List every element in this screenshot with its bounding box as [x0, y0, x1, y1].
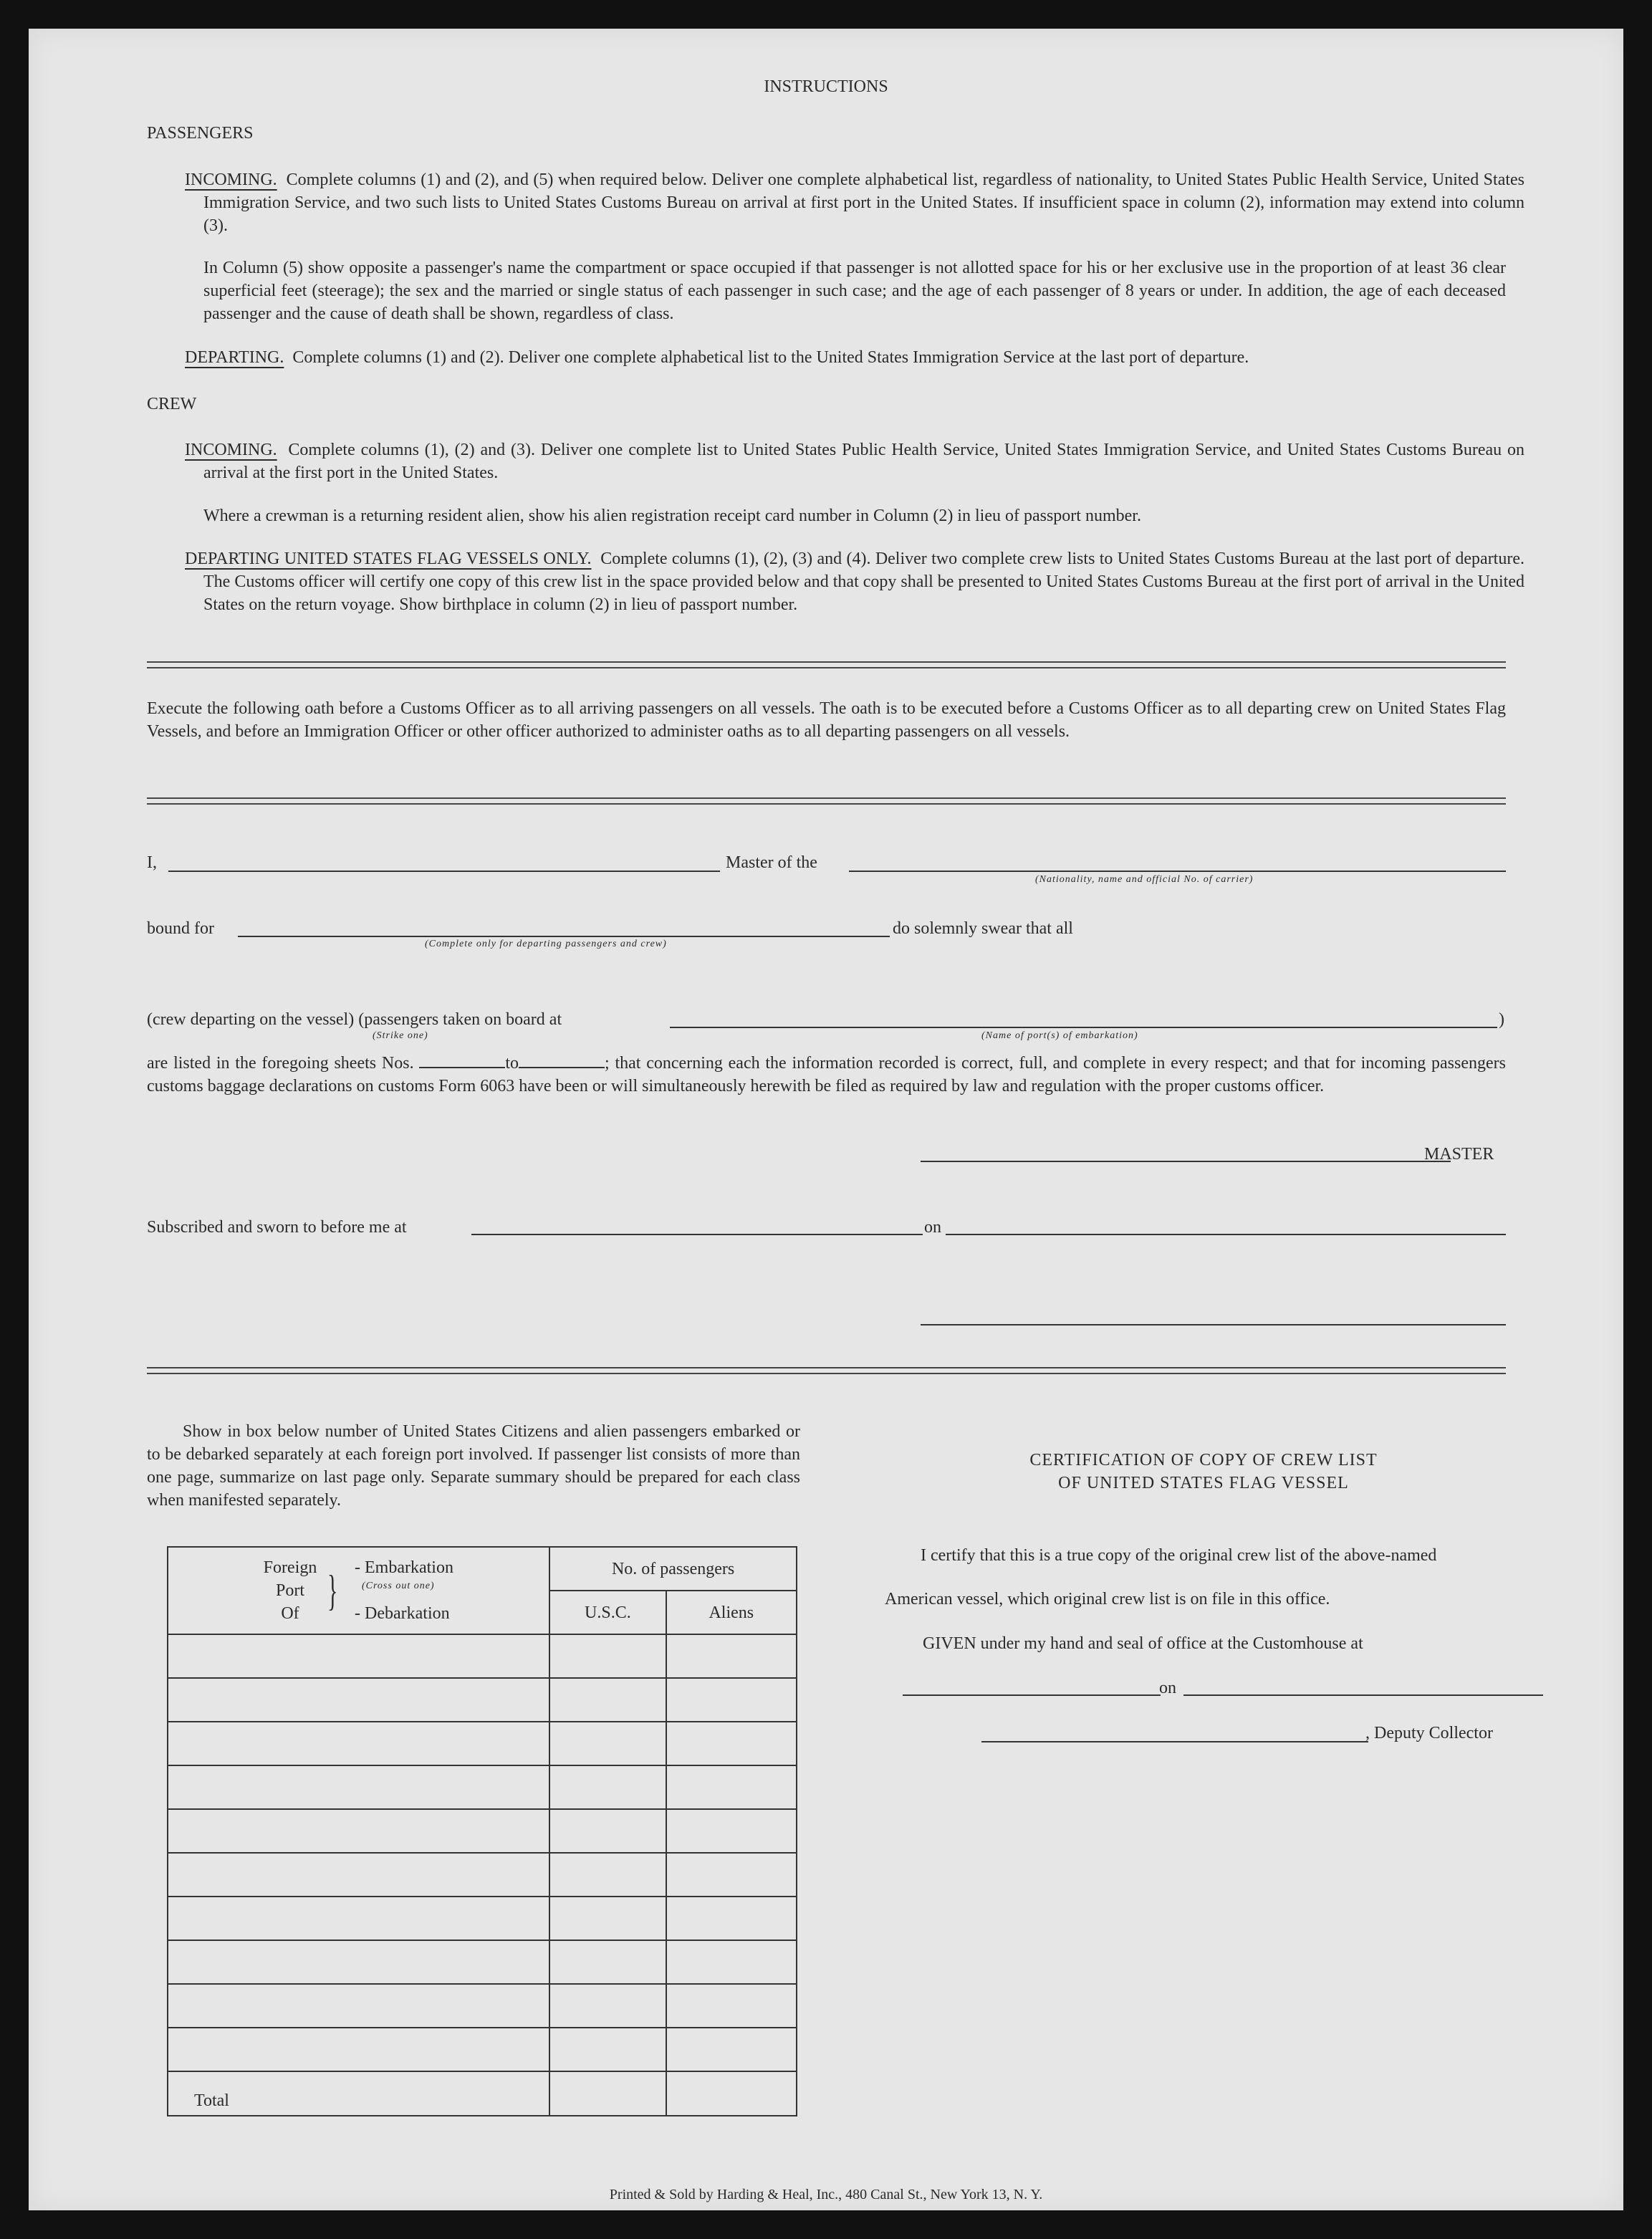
total-usc-cell[interactable]	[549, 2071, 666, 2116]
port-cell[interactable]	[168, 1809, 549, 1853]
usc-cell[interactable]	[549, 1765, 666, 1809]
listed-text-a: are listed in the foregoing sheets Nos.	[147, 1054, 414, 1073]
bound-for-field[interactable]	[238, 936, 890, 937]
crew-incoming-label: INCOMING.	[185, 441, 277, 459]
oath-intro: Execute the following oath before a Customs Officer as to all arriving passengers on all vessels. The oath is to be executed before a Customs Officer as to all departing crew on United States Flag Vessels, and before an Immigration Officer or other officer authorized to administer oaths as to all departing passengers on all vessels.	[147, 699, 1506, 741]
listed-to-label: to	[505, 1054, 519, 1073]
table-row	[168, 1678, 797, 1722]
aliens-cell[interactable]	[666, 1853, 797, 1897]
customhouse-field[interactable]	[903, 1694, 1161, 1696]
table-row	[168, 2028, 797, 2071]
page-title: INSTRUCTIONS	[764, 77, 888, 96]
form-page	[29, 29, 1623, 2210]
port-cell[interactable]	[168, 1678, 549, 1722]
sheet-from-field[interactable]	[419, 1053, 505, 1068]
deputy-collector-label: , Deputy Collector	[1365, 1724, 1493, 1742]
sworn-place-field[interactable]	[471, 1234, 923, 1235]
passengers-incoming-paragraph	[185, 168, 1524, 237]
table-row	[168, 1765, 797, 1809]
sheet-to-field[interactable]	[519, 1053, 605, 1068]
port-cell[interactable]	[168, 1897, 549, 1940]
close-paren: )	[1499, 1010, 1504, 1029]
passengers-departing-text: Complete columns (1) and (2). Deliver one complete alphabetical list to the United States Immigration Service at the last port of departure.	[292, 348, 1249, 367]
oath-divider	[147, 797, 1506, 805]
footer-printer: Printed & Sold by Harding & Heal, Inc., 480 Canal St., New York 13, N. Y.	[609, 2187, 1043, 2202]
of-label: Of	[281, 1604, 299, 1623]
embarkation-port-field[interactable]	[670, 1027, 1497, 1028]
port-cell[interactable]	[168, 1634, 549, 1678]
oath-i-label: I,	[147, 853, 157, 872]
table-row	[168, 1897, 797, 1940]
aliens-cell[interactable]	[666, 1940, 797, 1984]
usc-cell[interactable]	[549, 1678, 666, 1722]
usc-cell[interactable]	[549, 1634, 666, 1678]
aliens-cell[interactable]	[666, 1722, 797, 1765]
table-row	[168, 1984, 797, 2028]
certification-date-field[interactable]	[1183, 1694, 1543, 1696]
listed-paragraph	[147, 1052, 1506, 1098]
port-cell[interactable]	[168, 1940, 549, 1984]
usc-cell[interactable]	[549, 1897, 666, 1940]
table-row	[168, 1940, 797, 1984]
carrier-field[interactable]	[849, 871, 1506, 872]
port-label: Port	[275, 1581, 304, 1600]
crew-incoming-text: Complete columns (1), (2) and (3). Deliver one complete list to United States Public Health Service, United States Immigration Service, and United States Customs Bureau on arrival at the first port in the United States.	[203, 441, 1525, 482]
aliens-cell[interactable]	[666, 1765, 797, 1809]
no-passengers-header: No. of passengers	[549, 1547, 797, 1591]
aliens-cell[interactable]	[666, 1984, 797, 2028]
sworn-date-field[interactable]	[946, 1234, 1506, 1235]
strike-note: (Strike one)	[373, 1030, 428, 1041]
passenger-summary-table	[167, 1546, 797, 2116]
passengers-heading: PASSENGERS	[147, 124, 254, 143]
passengers-departing-paragraph	[185, 346, 1506, 369]
certification-on-label: on	[1159, 1679, 1176, 1697]
total-label: Total	[168, 2071, 549, 2116]
bound-for-label: bound for	[147, 919, 214, 938]
crew-incoming-paragraph	[185, 438, 1524, 484]
listed-text-b: ; that concerning each the information recorded is correct, full, and complete in every respect; and that for incoming passengers customs baggage declarations on customs Form 6063 have been or will simultaneously herewith be filed as required by law and regulation with the proper customs officer.	[147, 1054, 1506, 1095]
aliens-cell[interactable]	[666, 1678, 797, 1722]
crew-departing-flag-label: DEPARTING UNITED STATES FLAG VESSELS ONLY.	[185, 550, 592, 568]
summary-divider	[147, 1367, 1506, 1374]
port-cell[interactable]	[168, 2028, 549, 2071]
port-note: (Name of port(s) of embarkation)	[981, 1030, 1138, 1041]
certify-text: I certify that this is a true copy of the original crew list of the above-named	[921, 1546, 1437, 1565]
usc-header: U.S.C.	[549, 1591, 666, 1634]
table-row	[168, 1722, 797, 1765]
brace-icon: }	[327, 1567, 338, 1614]
passengers-departing-label: DEPARTING.	[185, 348, 284, 367]
master-label: MASTER	[1424, 1145, 1494, 1164]
master-signature-field[interactable]	[921, 1161, 1451, 1162]
swear-text: do solemnly swear that all	[893, 919, 1073, 938]
passengers-column5-paragraph: In Column (5) show opposite a passenger's name the compartment or space occupied if that passenger is not allotted space for his or her exclusive use in the proportion of at least 36 clear superficial feet (steerage); the sex and the married or single status of each passenger in such case; and the age of each passenger of 8 years or under. In addition, the age of each deceased passenger and the cause of death shall be shown, regardless of class.	[203, 259, 1506, 323]
deputy-signature-field[interactable]	[981, 1741, 1368, 1742]
table-row	[168, 1809, 797, 1853]
summary-instructions-text: Show in box below number of United States Citizens and alien passengers embarked or to be debarked separately at each foreign port involved. If passenger list consists of more than one page, summarize on last page only. Separate summary should be prepared for each class when manifested separately.	[147, 1422, 800, 1510]
bound-for-note: (Complete only for departing passengers and crew)	[425, 939, 667, 949]
given-text: GIVEN under my hand and seal of office at the Customhouse at	[923, 1634, 1363, 1653]
sworn-on-label: on	[924, 1218, 941, 1237]
crew-crewman-paragraph: Where a crewman is a returning resident alien, show his alien registration receipt card number in Column (2) in lieu of passport number.	[203, 507, 1141, 525]
certification-title-1: CERTIFICATION OF COPY OF CREW LIST	[1029, 1451, 1378, 1470]
foreign-label: Foreign	[263, 1558, 317, 1577]
master-name-field[interactable]	[168, 871, 720, 872]
aliens-cell[interactable]	[666, 1809, 797, 1853]
certification-title-2: OF UNITED STATES FLAG VESSEL	[1058, 1474, 1349, 1492]
table-row	[168, 1634, 797, 1678]
embarkation-label: - Embarkation	[355, 1558, 453, 1577]
crew-departing-flag-paragraph	[185, 547, 1524, 616]
aliens-cell[interactable]	[666, 1634, 797, 1678]
section-divider	[147, 661, 1506, 668]
crew-departing-text: (crew departing on the vessel) (passengers taken on board at	[147, 1010, 562, 1029]
master-of-the-label: Master of the	[726, 853, 817, 872]
crew-departing-flag-text: Complete columns (1), (2), (3) and (4). Deliver two complete crew lists to United States Customs Bureau at the last port of departure. The Customs officer will certify one copy of this crew list in the space provided below and that copy shall be presented to United States Customs Bureau at the first port of arrival in the United States on the return voyage. Show birthplace in column (2) in lieu of passport number.	[203, 550, 1524, 614]
port-cell[interactable]	[168, 1722, 549, 1765]
passengers-incoming-text: Complete columns (1) and (2), and (5) when required below. Deliver one complete alphabetical list, regardless of nationality, to United States Public Health Service, United States Immigration Service, and two such lists to United States Customs Bureau on arrival at first port in the United States. If insufficient space in column (2), information may extend into column (3).	[203, 171, 1525, 235]
port-cell[interactable]	[168, 1765, 549, 1809]
crew-heading: CREW	[147, 395, 197, 413]
total-aliens-cell[interactable]	[666, 2071, 797, 2116]
aliens-header: Aliens	[666, 1591, 797, 1634]
cross-out-note: (Cross out one)	[362, 1581, 435, 1591]
carrier-note: (Nationality, name and official No. of carrier)	[1035, 874, 1254, 885]
usc-cell[interactable]	[549, 1809, 666, 1853]
subscribed-label: Subscribed and sworn to before me at	[147, 1218, 407, 1237]
usc-cell[interactable]	[549, 1853, 666, 1897]
table-row	[168, 1853, 797, 1897]
american-vessel-text: American vessel, which original crew list is on file in this office.	[885, 1590, 1330, 1608]
foreign-port-header	[168, 1547, 549, 1634]
usc-cell[interactable]	[549, 2028, 666, 2071]
summary-instructions	[147, 1420, 800, 1512]
usc-cell[interactable]	[549, 1984, 666, 2028]
passengers-incoming-label: INCOMING.	[185, 171, 277, 189]
port-cell[interactable]	[168, 1984, 549, 2028]
usc-cell[interactable]	[549, 1722, 666, 1765]
aliens-cell[interactable]	[666, 1897, 797, 1940]
debarkation-label: - Debarkation	[355, 1604, 450, 1623]
usc-cell[interactable]	[549, 1940, 666, 1984]
officer-signature-field[interactable]	[921, 1324, 1506, 1325]
aliens-cell[interactable]	[666, 2028, 797, 2071]
port-cell[interactable]	[168, 1853, 549, 1897]
